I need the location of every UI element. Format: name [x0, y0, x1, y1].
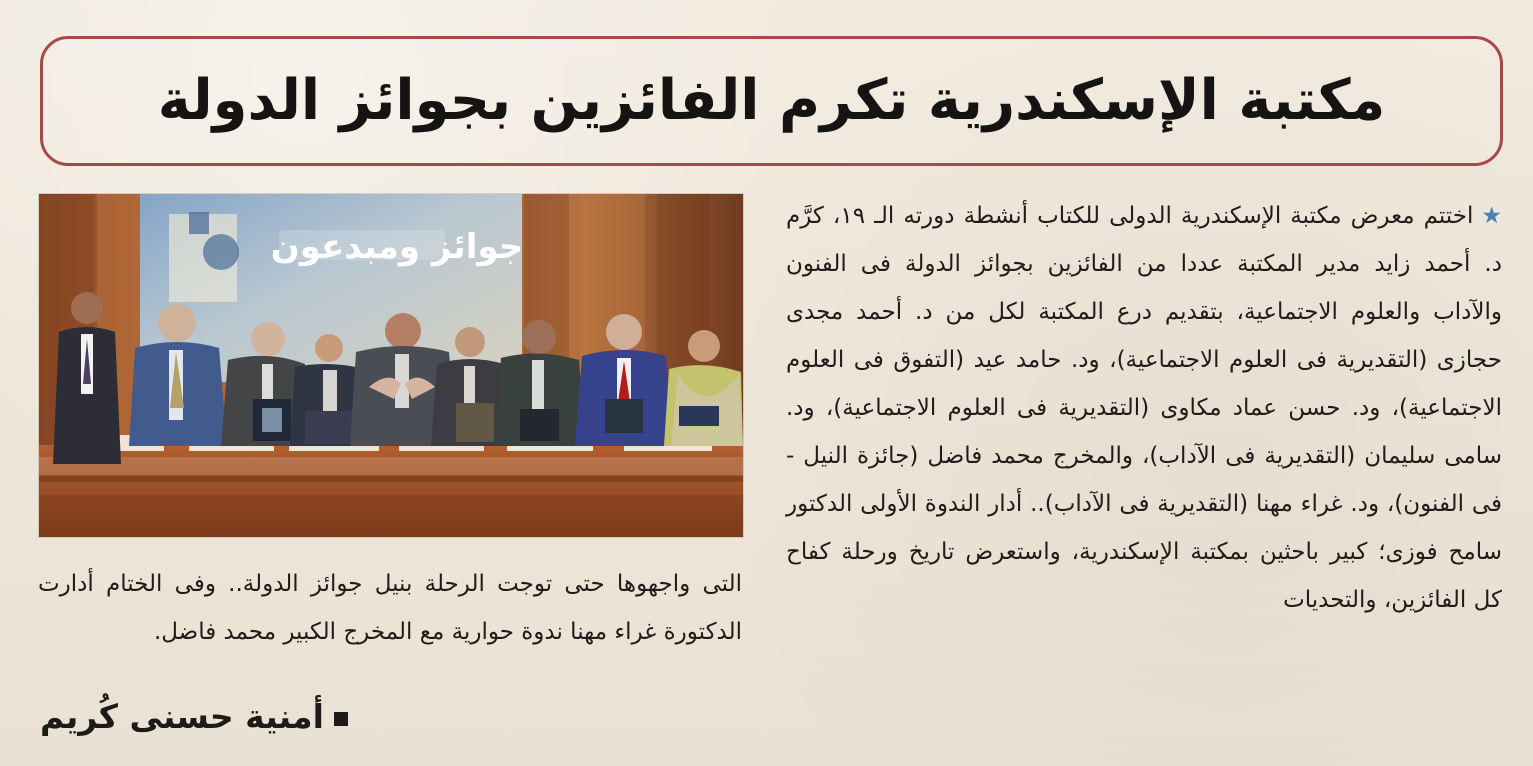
byline-square-icon: [334, 712, 348, 726]
byline: [40, 697, 348, 736]
article-left-column: [38, 560, 742, 715]
article-right-column: [786, 192, 1502, 744]
article-left-text: التى واجهوها حتى توجت الرحلة بنيل جوائز الدولة.. وفى الختام أدارت الدكتورة غراء مهنا ندوة حوارية مع المخرج الكبير محمد فاضل.: [38, 571, 742, 645]
event-photo: [38, 193, 744, 538]
screen-title: جوائز ومبدعون: [270, 227, 524, 267]
bleed-through-text-top: [0, 0, 1533, 32]
star-icon: ★: [1481, 203, 1502, 229]
event-photo-svg: [39, 194, 743, 537]
headline: مكتبة الإسكندرية تكرم الفائزين بجوائز الدولة: [157, 68, 1386, 133]
headline-box: [40, 36, 1503, 166]
article-right-text: اختتم معرض مكتبة الإسكندرية الدولى للكتاب أنشطة دورته الـ ١٩، كرَّم د. أحمد زايد مدير المكتبة عددا من الفائزين بجوائز الدولة فى الفنون والآداب والعلوم الاجتماعية، بتقديم درع المكتبة لكل من د. أحمد مجدى حجازى (التقديرية فى العلوم الاجتماعية)، ود. حامد عيد (التفوق فى العلوم الاجتماعية)، ود. حسن عماد مكاوى (التقديرية فى العلوم الاجتماعية)، ود. سامى سليمان (التقديرية فى الآداب)، والمخرج محمد فاضل (جائزة النيل - فى الفنون)، ود. غراء مهنا (التقديرية فى الآداب).. أدار الندوة الأولى الدكتور سامح فوزى؛ كبير باحثين بمكتبة الإسكندرية، واستعرض تاريخ ورحلة كفاح كل الفائزين، والتحديات: [786, 203, 1502, 613]
byline-name: أمنية حسنى كُريم: [40, 697, 324, 736]
